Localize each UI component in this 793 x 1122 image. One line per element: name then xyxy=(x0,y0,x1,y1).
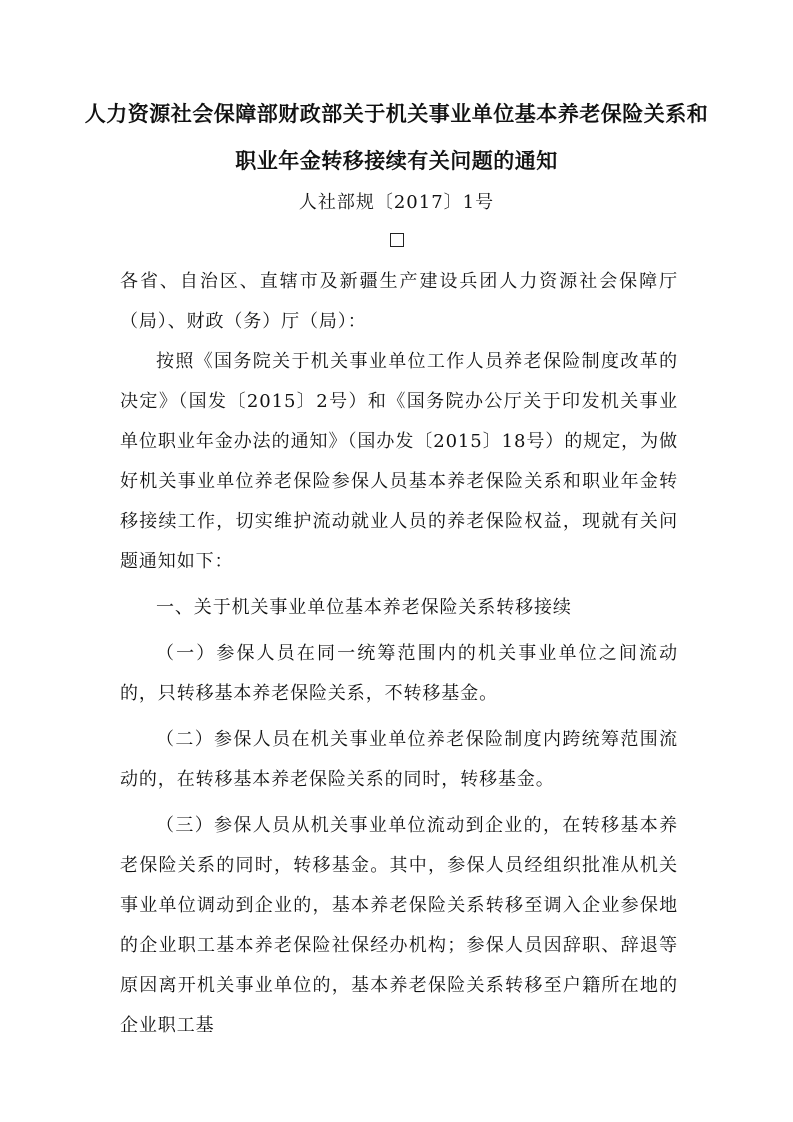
preamble-paragraph: 按照《国务院关于机关事业单位工作人员养老保险制度改革的决定》（国发〔2015〕2号）和《国务院办公厅关于印发机关事业单位职业年金办法的通知》（国办发〔2015〕18号）的规定，为做好机关事业单位养老保险参保人员基本养老保险关系和职业年金转移接续工作，切实维护流动就业人员的养老保险权益，现就有关问题通知如下： xyxy=(120,351,678,572)
salutation-paragraph: 各省、自治区、直辖市及新疆生产建设兵团人力资源社会保障厅（局）、财政（务）厅（局）： xyxy=(120,271,678,332)
document-title-line-1: 人力资源社会保障部财政部关于机关事业单位基本养老保险关系和 xyxy=(84,102,709,126)
checkbox-icon xyxy=(390,233,404,247)
clause-paragraph-2: （二）参保人员在机关事业单位养老保险制度内跨统筹范围流动的，在转移基本养老保险关系的同时，转移基金。 xyxy=(120,729,678,790)
document-number: 人社部规〔2017〕1号 xyxy=(298,192,495,213)
document-title-line-2: 职业年金转移接续有关问题的通知 xyxy=(235,149,558,173)
clause-paragraph-3: （三）参保人员从机关事业单位流动到企业的，在转移基本养老保险关系的同时，转移基金。其中，参保人员经组织批准从机关事业单位调动到企业的，基本养老保险关系转移至调入企业参保地的企业职工基本养老保险社保经办机构；参保人员因辞职、辞退等原因离开机关事业单位的，基本养老保险关系转移至户籍所在地的企业职工基 xyxy=(120,815,678,1036)
document-body xyxy=(120,262,678,1046)
section-heading: 一、关于机关事业单位基本养老保险关系转移接续 xyxy=(156,597,572,618)
clause-paragraph-1: （一）参保人员在同一统筹范围内的机关事业单位之间流动的，只转移基本养老保险关系，不转移基金。 xyxy=(120,643,678,704)
